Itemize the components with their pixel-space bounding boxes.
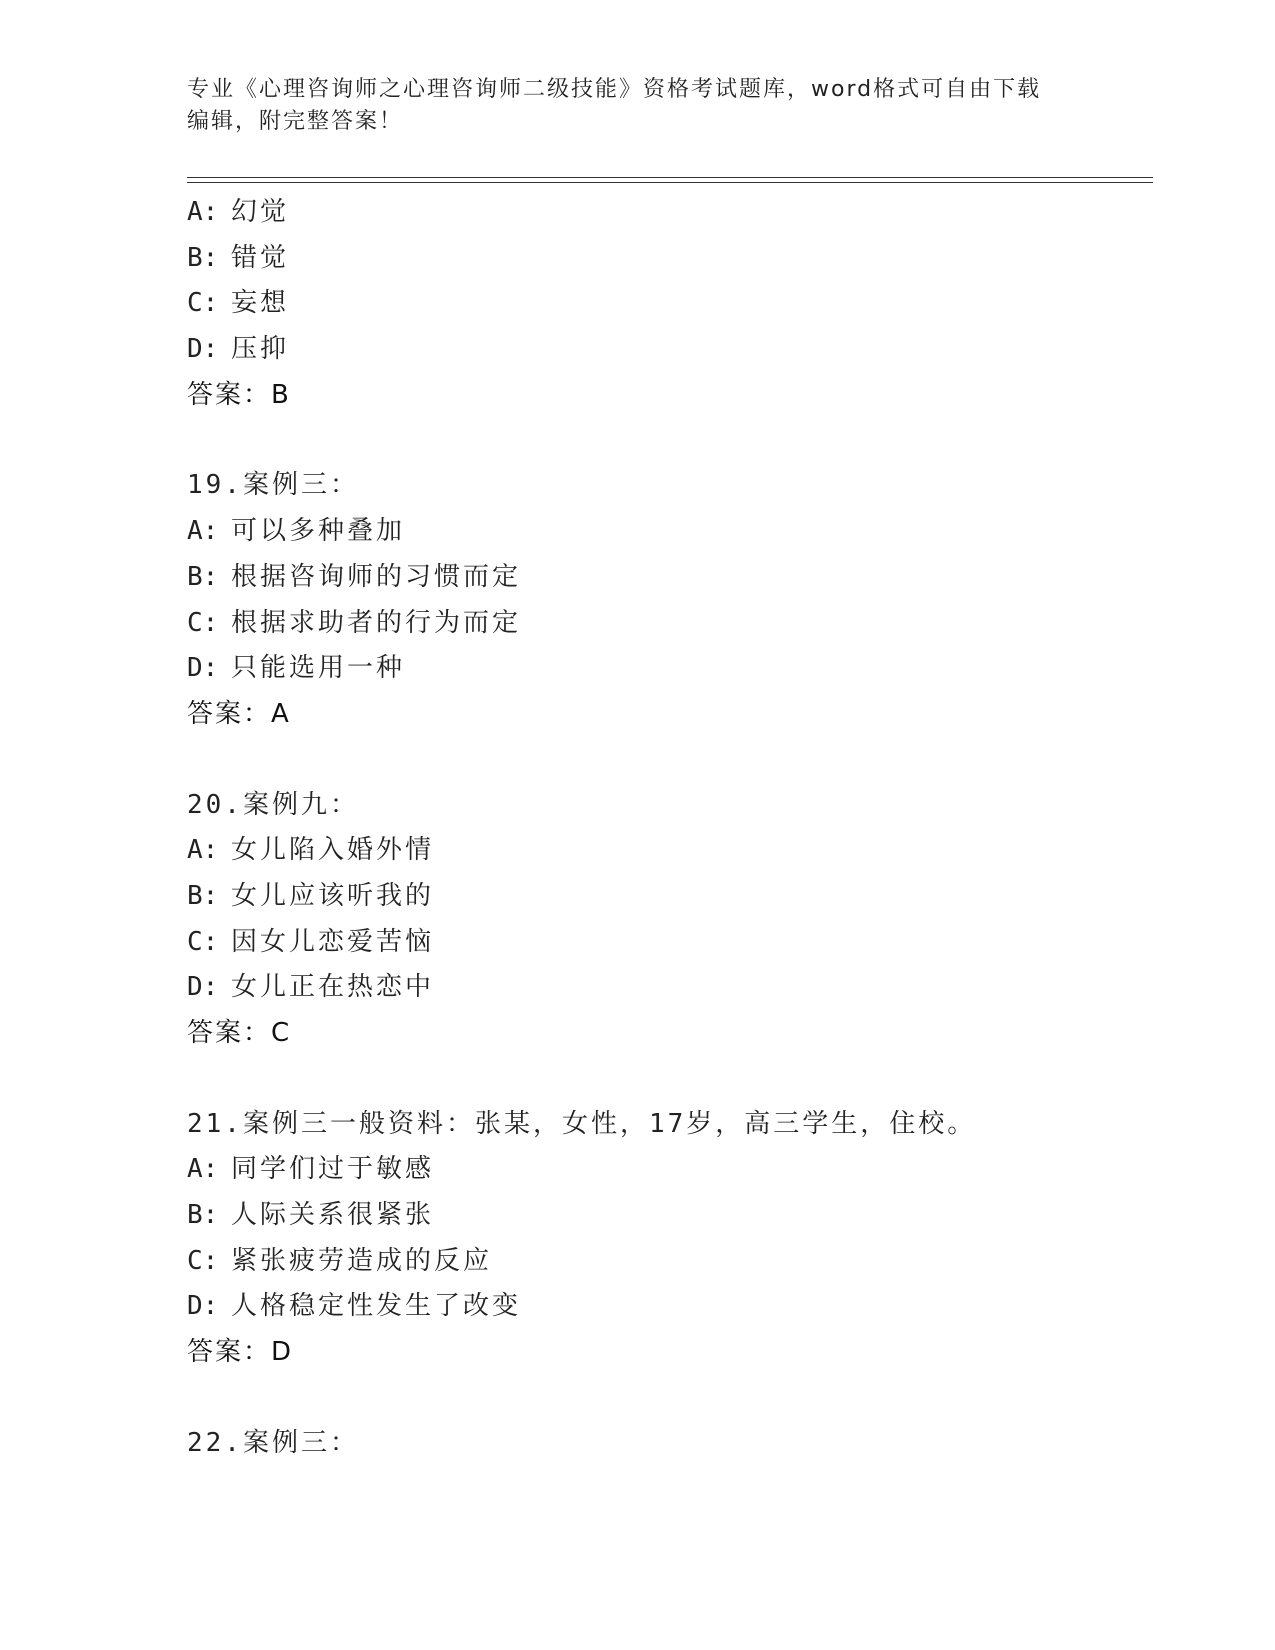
- question-list: [187, 190, 1147, 1512]
- question-item: [187, 463, 1147, 737]
- option-b: B: 人际关系很紧张: [187, 1200, 435, 1231]
- header-divider-bottom: [187, 182, 1153, 183]
- question-title: 19.案例三：: [187, 470, 359, 501]
- answer-line: 答案：B: [187, 379, 291, 410]
- option-c: C: 因女儿恋爱苦恼: [187, 926, 435, 957]
- option-a: A: 可以多种叠加: [187, 516, 406, 547]
- option-c: C: 妄想: [187, 288, 290, 319]
- answer-line: 答案：A: [187, 698, 291, 729]
- question-title: 22.案例三：: [187, 1427, 359, 1458]
- question-title: 21.案例三一般资料：张某，女性，17岁，高三学生，住校。: [187, 1108, 977, 1139]
- answer-line: 答案：D: [187, 1337, 294, 1368]
- option-b: B: 女儿应该听我的: [187, 880, 435, 911]
- option-b: B: 根据咨询师的习惯而定: [187, 561, 522, 592]
- option-d: D: 只能选用一种: [187, 653, 406, 684]
- document-header: [187, 74, 1087, 138]
- option-a: A: 幻觉: [187, 197, 290, 227]
- header-divider-top: [187, 177, 1153, 178]
- question-item: [187, 783, 1147, 1057]
- question-title: 20.案例九：: [187, 789, 359, 820]
- header-line-1: 专业《心理咨询师之心理咨询师二级技能》资格考试题库，word格式可自由下载: [187, 77, 1042, 102]
- option-c: C: 紧张疲劳造成的反应: [187, 1245, 493, 1276]
- option-d: D: 女儿正在热恋中: [187, 972, 435, 1003]
- answer-line: 答案：C: [187, 1018, 292, 1048]
- question-item: [187, 1421, 1147, 1467]
- option-d: D: 人格稳定性发生了改变: [187, 1291, 522, 1322]
- option-d: D: 压抑: [187, 334, 290, 365]
- question-item: [187, 190, 1147, 418]
- header-line-2: 编辑，附完整答案！: [187, 109, 404, 134]
- option-b: B: 错觉: [187, 242, 290, 273]
- option-a: A: 同学们过于敏感: [187, 1154, 435, 1185]
- option-a: A: 女儿陷入婚外情: [187, 835, 435, 866]
- option-c: C: 根据求助者的行为而定: [187, 607, 522, 638]
- question-item: [187, 1102, 1147, 1376]
